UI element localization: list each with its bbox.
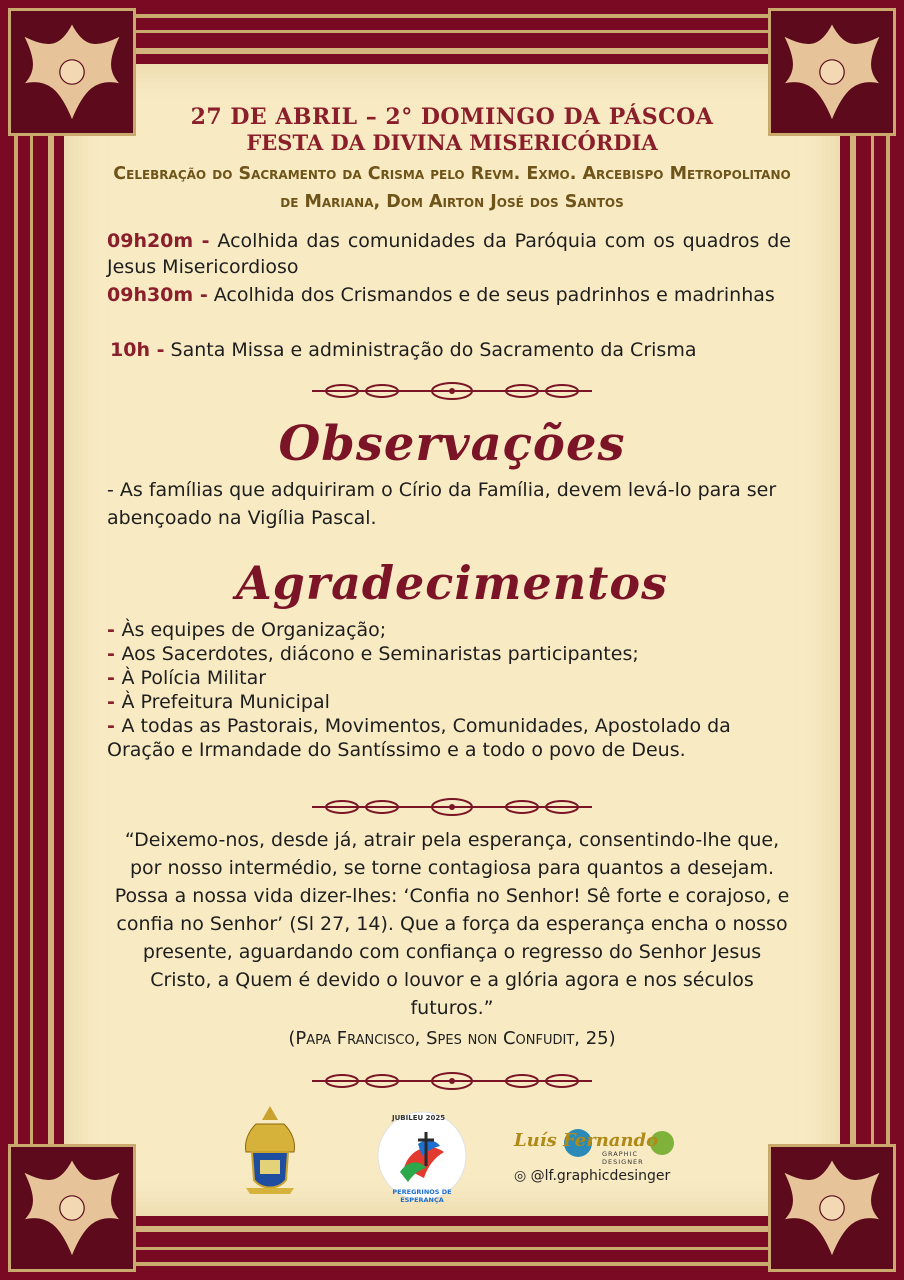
schedule-time: 09h20m - bbox=[107, 230, 210, 252]
instagram-icon: ◎ bbox=[514, 1168, 527, 1184]
schedule-item bbox=[110, 337, 794, 363]
list-item-text: À Prefeitura Municipal bbox=[121, 691, 330, 713]
list-item: - A todas as Pastorais, Movimentos, Comunidades, Apostolado da Oração e Irmandade do Santíssimo e a todo o povo de Deus. bbox=[107, 715, 731, 761]
quote-citation: (Papa Francisco, Spes non Confudit, 25) bbox=[288, 1028, 616, 1049]
schedule-text: Santa Missa e administração do Sacramento da Crisma bbox=[164, 339, 697, 361]
thanks-title: Agradecimentos bbox=[235, 556, 669, 610]
corner-ornament-bottom-right bbox=[768, 1144, 896, 1272]
jubilee-top-text: JUBILEU 2025 bbox=[392, 1114, 446, 1122]
schedule-time: 09h30m - bbox=[107, 284, 208, 306]
designer-logo bbox=[512, 1126, 676, 1166]
schedule-time: 10h - bbox=[110, 339, 165, 361]
instagram-handle[interactable] bbox=[514, 1168, 670, 1184]
corner-ornament-bottom-left bbox=[8, 1144, 136, 1272]
list-item-text: A todas as Pastorais, Movimentos, Comunidades, Apostolado da Oração e Irmandade do Santíssimo e a todo o povo de Deus. bbox=[107, 715, 731, 761]
list-item: - À Polícia Militar bbox=[107, 667, 267, 689]
date-heading: 27 DE ABRIL – 2° DOMINGO DA PÁSCOA bbox=[190, 104, 714, 130]
ornamental-divider bbox=[0, 380, 904, 402]
instagram-handle-text: @lf.graphicdesinger bbox=[530, 1168, 671, 1184]
quote-text: “Deixemo-nos, desde já, atrair pela esperança, consentindo-lhe que, por nosso intermédio, se torne contagiosa para quantos a desejam. Possa a nossa vida dizer-lhes: ‘Confia no Senhor! Sê forte e corajoso, e confia no Senhor’ (Sl 27, 14). Que a força da esperança encha o nosso presente, aguardando com confiança o regresso do Senhor Jesus Cristo, a Quem é devido o louvor e a glória agora e nos séculos futuros.” bbox=[114, 829, 790, 1019]
schedule-item bbox=[107, 228, 791, 280]
list-item-text: À Polícia Militar bbox=[121, 667, 267, 689]
observations-text: - As famílias que adquiriram o Círio da Família, devem levá-lo para ser abençoado na Vigília Pascal. bbox=[107, 479, 777, 529]
list-item: - Aos Sacerdotes, diácono e Seminaristas participantes; bbox=[107, 643, 639, 665]
jubilee-2025-logo bbox=[374, 1108, 470, 1204]
ornamental-divider bbox=[0, 796, 904, 818]
celebration-subheading: Celebração do Sacramento da Crisma pelo Revm. Exmo. Arcebispo Metropolitano de Mariana, Dom Airton José dos Santos bbox=[113, 164, 791, 212]
list-item-text: Às equipes de Organização; bbox=[121, 619, 387, 641]
schedule-item bbox=[107, 282, 791, 308]
designer-subtitle: GRAPHIC DESIGNER bbox=[602, 1150, 644, 1166]
list-item-text: Aos Sacerdotes, diácono e Seminaristas participantes; bbox=[121, 643, 639, 665]
ornamental-divider bbox=[0, 1070, 904, 1092]
archdiocese-coat-of-arms-icon bbox=[238, 1102, 302, 1198]
schedule-text: Acolhida dos Crismandos e de seus padrinhos e madrinhas bbox=[207, 284, 775, 306]
list-item: - À Prefeitura Municipal bbox=[107, 691, 330, 713]
thanks-list bbox=[107, 618, 797, 762]
list-item: - Às equipes de Organização; bbox=[107, 619, 387, 641]
observations-title: Observações bbox=[278, 416, 626, 472]
designer-name: Luís Fernando bbox=[514, 1130, 659, 1151]
feast-heading: FESTA DA DIVINA MISERICÓRDIA bbox=[246, 130, 658, 155]
schedule-text: Acolhida das comunidades da Paróquia com os quadros de Jesus Misericordioso bbox=[107, 230, 791, 278]
jubilee-bottom-text: PEREGRINOS DE ESPERANÇA bbox=[392, 1188, 452, 1204]
